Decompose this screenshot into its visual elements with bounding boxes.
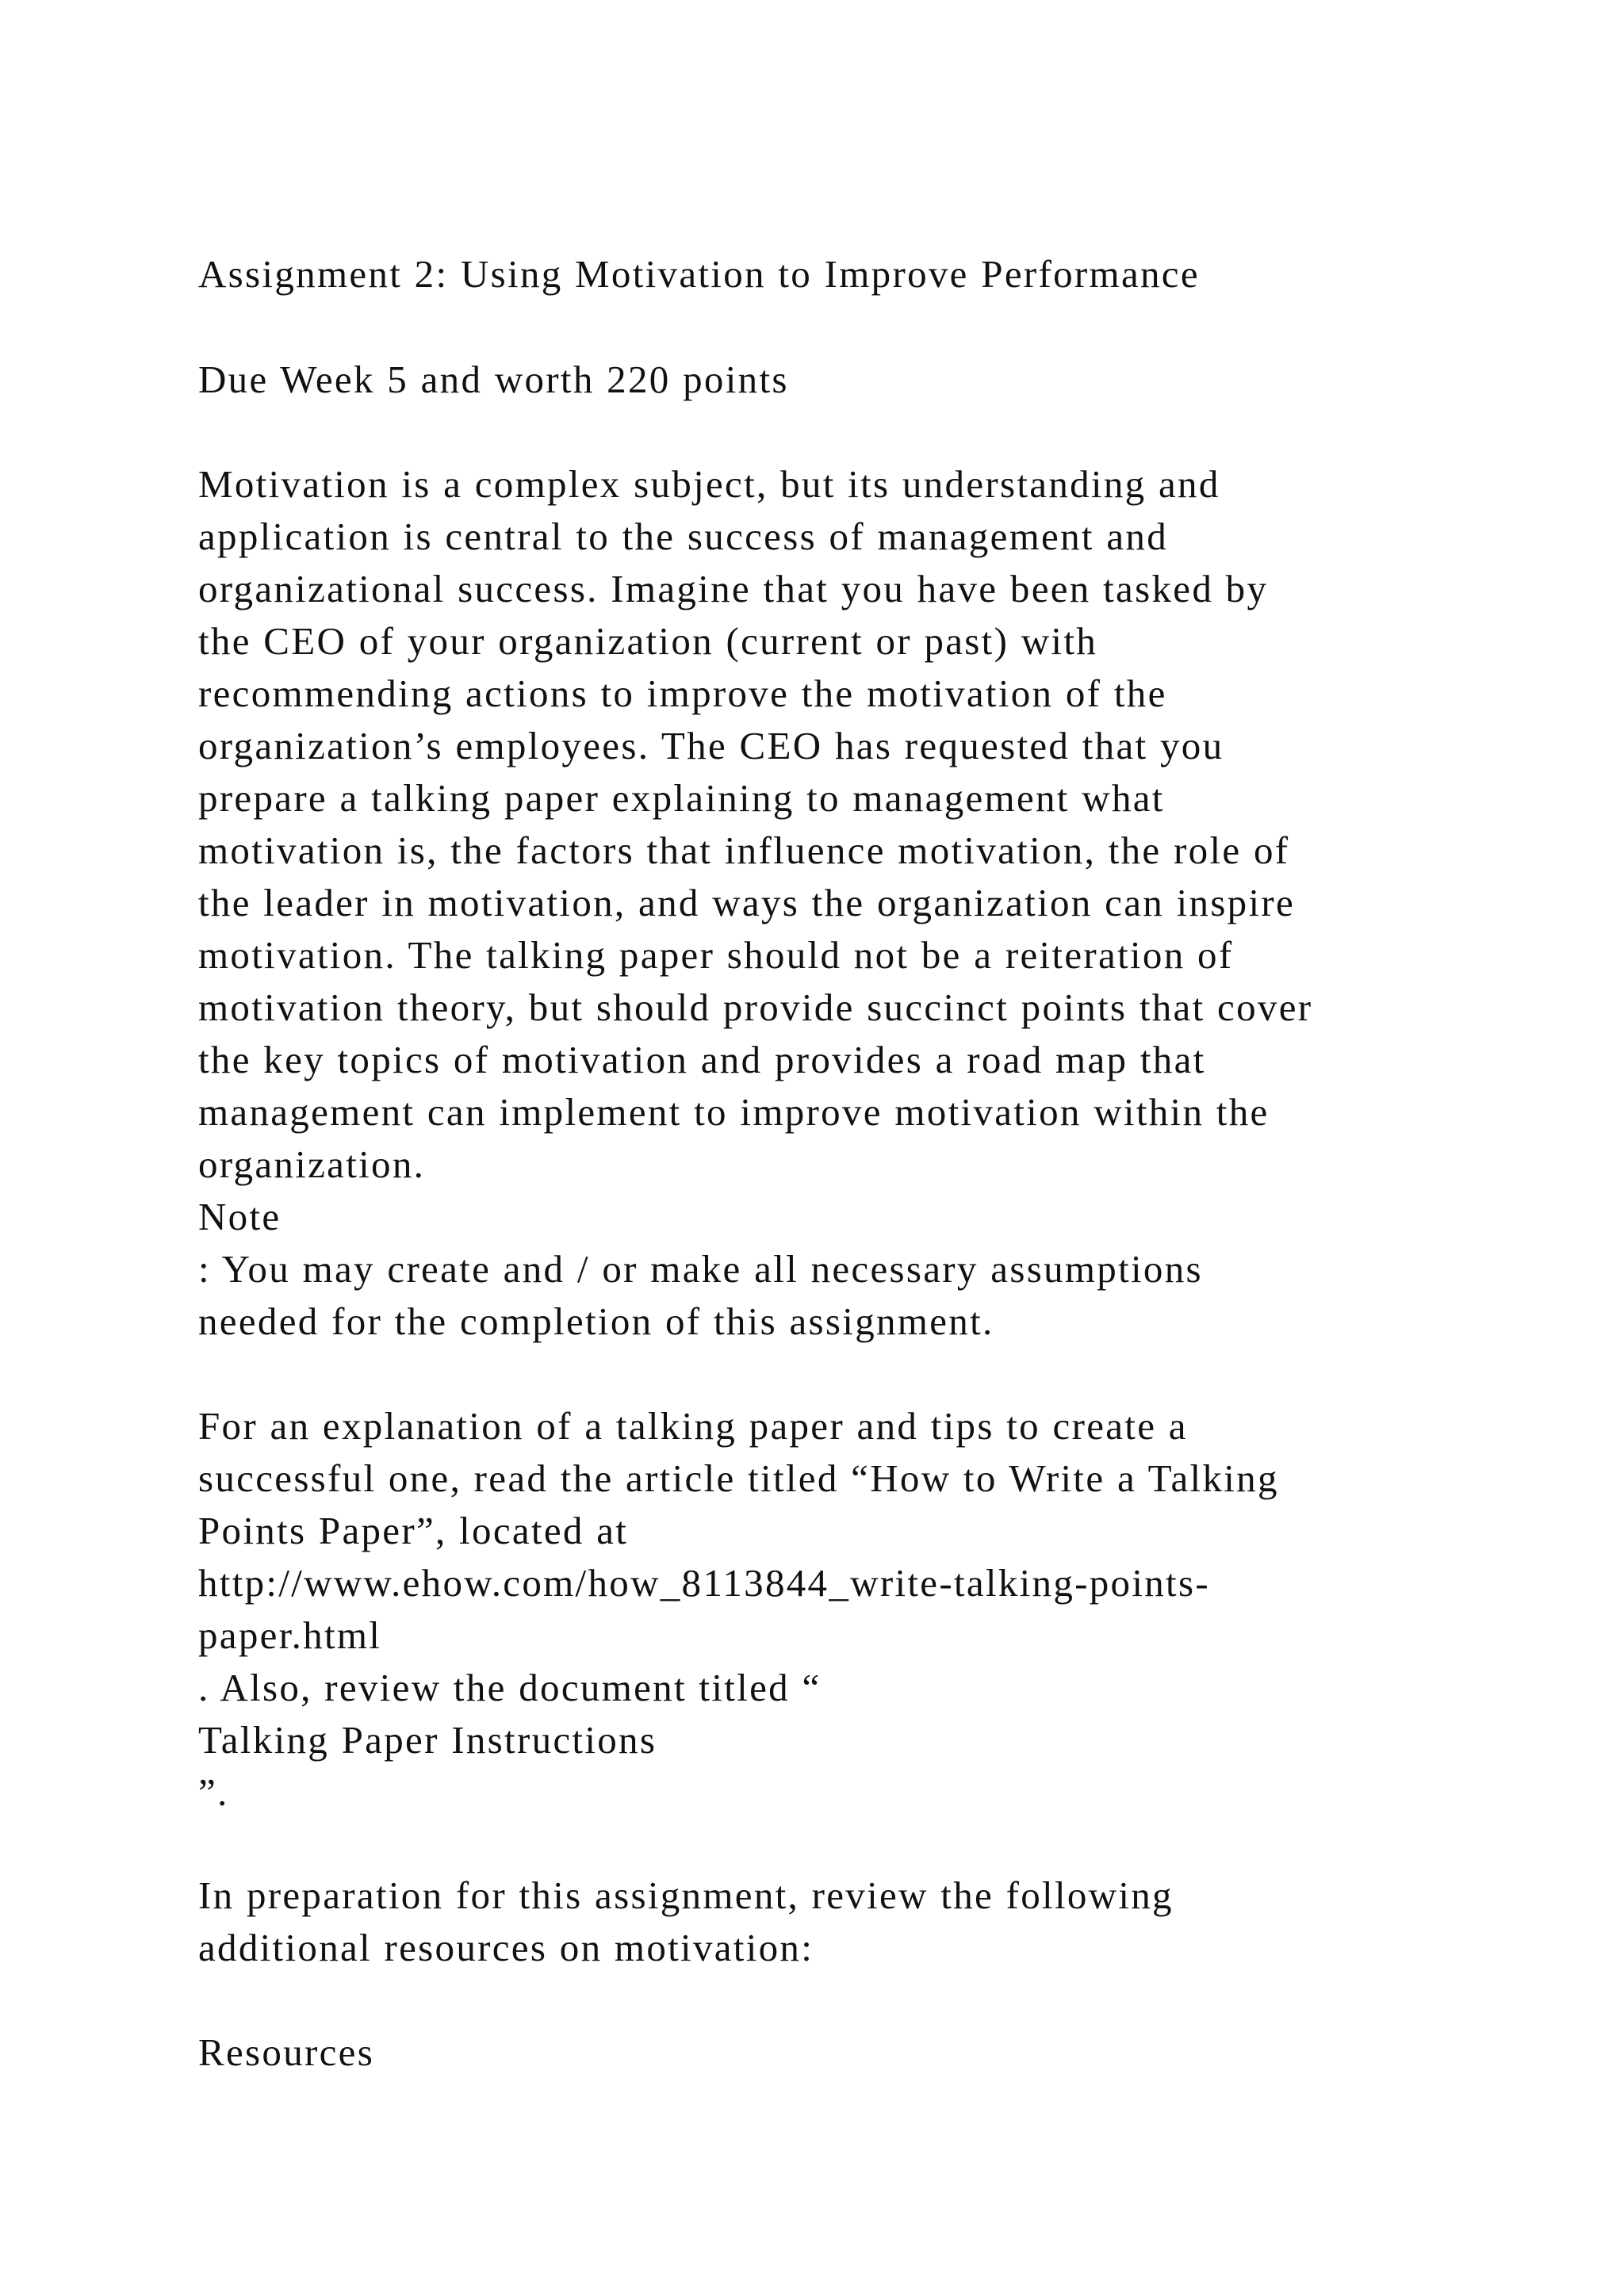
note-line: needed for the completion of this assignment. bbox=[198, 1299, 994, 1343]
intro-line: motivation is, the factors that influence motivation, the role of bbox=[198, 828, 1290, 872]
explanation-line: successful one, read the article titled “How to Write a Talking bbox=[198, 1456, 1279, 1500]
preparation-line: additional resources on motivation: bbox=[198, 1926, 814, 1969]
explanation-line: . Also, review the document titled “ bbox=[198, 1666, 822, 1709]
intro-line: application is central to the success of management and bbox=[198, 515, 1169, 558]
instructions-doc-title: Talking Paper Instructions bbox=[198, 1718, 657, 1762]
intro-line: motivation. The talking paper should not be a reiteration of bbox=[198, 933, 1234, 977]
note-label: Note bbox=[198, 1195, 282, 1238]
intro-line: the leader in motivation, and ways the organization can inspire bbox=[198, 881, 1296, 924]
intro-line: management can implement to improve motivation within the bbox=[198, 1090, 1270, 1134]
intro-line: recommending actions to improve the motivation of the bbox=[198, 672, 1167, 715]
intro-line: organizational success. Imagine that you have been tasked by bbox=[198, 567, 1269, 610]
resources-heading: Resources bbox=[198, 2030, 375, 2074]
note-line: : You may create and / or make all necessary assumptions bbox=[198, 1247, 1203, 1291]
explanation-line: Points Paper”, located at bbox=[198, 1509, 629, 1552]
assignment-title: Assignment 2: Using Motivation to Improve Performance bbox=[198, 252, 1200, 296]
due-line: Due Week 5 and worth 220 points bbox=[198, 358, 789, 401]
intro-line: motivation theory, but should provide succinct points that cover bbox=[198, 985, 1313, 1029]
explanation-line: For an explanation of a talking paper and tips to create a bbox=[198, 1404, 1188, 1448]
intro-line: the CEO of your organization (current or past) with bbox=[198, 619, 1098, 663]
article-url: paper.html bbox=[198, 1613, 382, 1657]
article-url: http://www.ehow.com/how_8113844_write-talking-points- bbox=[198, 1561, 1210, 1605]
intro-line: organization’s employees. The CEO has requested that you bbox=[198, 724, 1224, 767]
preparation-line: In preparation for this assignment, review the following bbox=[198, 1873, 1174, 1917]
intro-line: organization. bbox=[198, 1142, 426, 1186]
explanation-line: ”. bbox=[198, 1770, 229, 1814]
intro-line: prepare a talking paper explaining to management what bbox=[198, 776, 1165, 820]
intro-line: Motivation is a complex subject, but its understanding and bbox=[198, 462, 1220, 506]
intro-line: the key topics of motivation and provides a road map that bbox=[198, 1038, 1206, 1081]
